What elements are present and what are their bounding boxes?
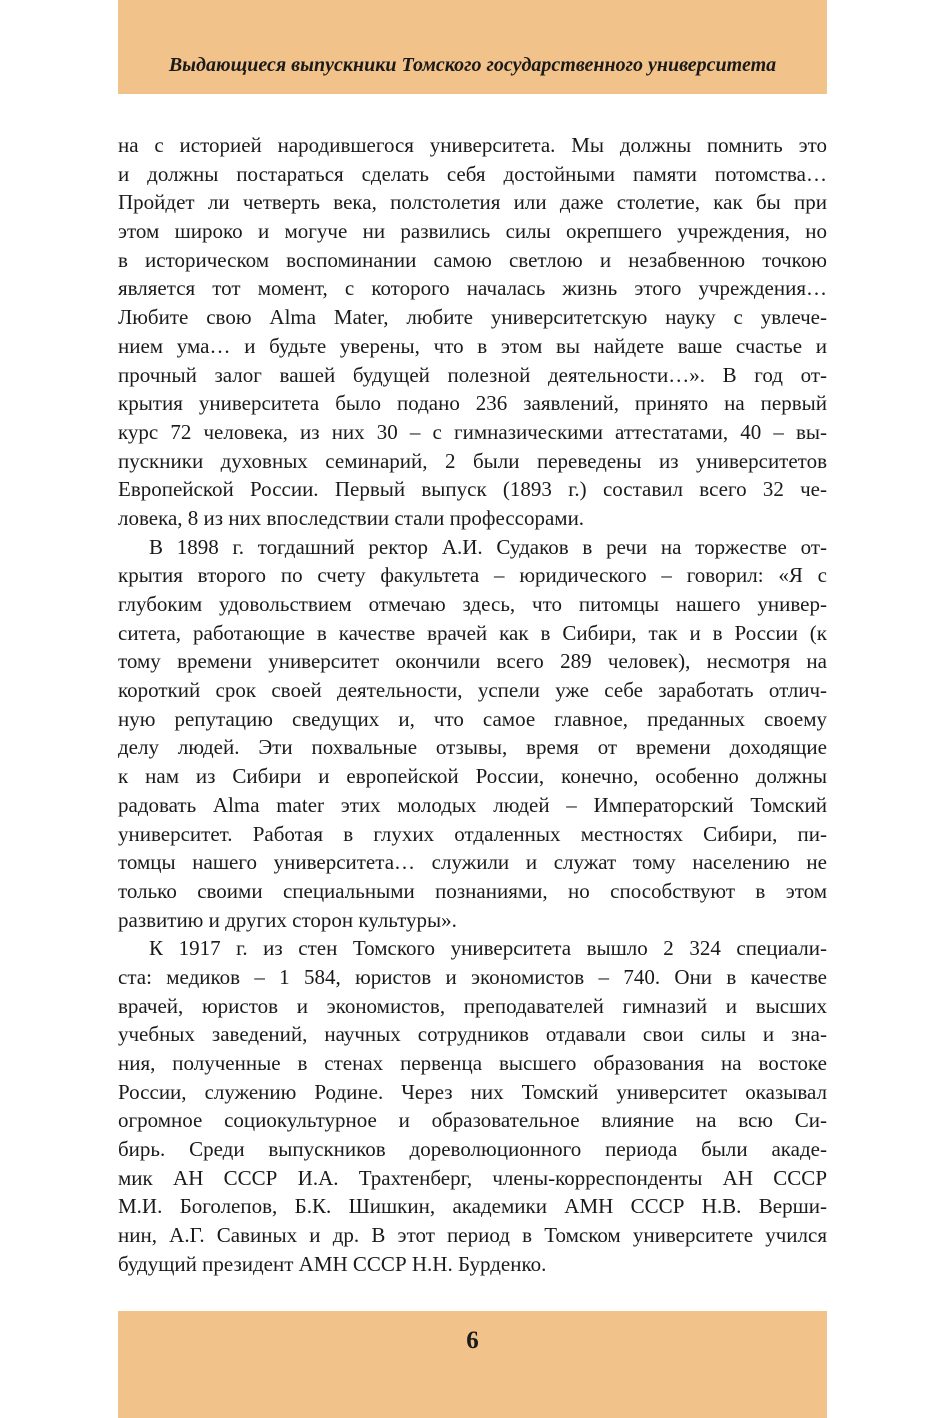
paragraph-3 (118, 934, 827, 1278)
text-line: крытия второго по счету факультета – юридического – говорил: «Я с (118, 563, 827, 588)
text-line: крытия университета было подано 236 заявлений, принято на первый (118, 391, 827, 416)
text-line: только своими специальными познаниями, но способствуют в этом (118, 878, 827, 903)
text-line: этом широко и могуче ни развились силы окрепшего учреждения, но (118, 219, 827, 244)
text-line: ситета, работающие в качестве врачей как в Сибири, так и в России (к (118, 620, 827, 645)
text-line: нин, А.Г. Савиных и др. В этот период в Томском университете учился (118, 1223, 827, 1248)
text-line: томцы нашего университета… служили и служат тому населению не (118, 850, 827, 875)
text-line: мик АН СССР И.А. Трахтенберг, члены-корреспонденты АН СССР (118, 1165, 827, 1190)
text-line: пускники духовных семинарий, 2 были переведены из университетов (118, 448, 827, 473)
page-number: 6 (466, 1327, 479, 1354)
text-line: Любите свою Alma Mater, любите университетскую науку с увлече- (118, 305, 827, 330)
text-line: и должны постараться сделать себя достойными памяти потомства… (118, 161, 827, 186)
text-line: ста: медиков – 1 584, юристов и экономистов – 740. Они в качестве (118, 964, 827, 989)
text-line: глубоким удовольствием отмечаю здесь, что питомцы нашего универ- (118, 592, 827, 616)
text-line: М.И. Боголепов, Б.К. Шишкин, академики АМН СССР Н.В. Верши- (118, 1194, 827, 1219)
text-line: России, служению Родине. Через них Томский университет оказывал (118, 1079, 827, 1104)
text-line: курс 72 человека, из них 30 – с гимназическими аттестатами, 40 – вы- (118, 419, 827, 444)
running-header (118, 0, 827, 94)
text-line: на с историей народившегося университета. Мы должны помнить это (118, 133, 827, 157)
text-line: врачей, юристов и экономистов, преподавателей гимназий и высших (118, 993, 827, 1018)
text-line: университет. Работая в глухих отдаленных местностях Сибири, пи- (118, 821, 827, 846)
page-body (118, 131, 827, 1279)
text-line: является тот момент, с которого началась жизнь этого учреждения… (118, 276, 827, 301)
text-line: тому времени университет окончили всего 289 человек), несмотря на (118, 649, 827, 674)
text-line: к нам из Сибири и европейской России, конечно, особенно должны (118, 764, 827, 789)
running-header-title: Выдающиеся выпускники Томского государственного университета (168, 54, 777, 76)
text-line: ния, полученные в стенах первенца высшего образования на востоке (118, 1051, 827, 1075)
text-line: огромное социокультурное и образовательное влияние на всю Си- (118, 1108, 827, 1133)
text-line: Европейской России. Первый выпуск (1893 г.) составил всего 32 че- (118, 477, 827, 502)
text-line: в историческом воспоминании самою светлою и незабвенною точкою (118, 247, 827, 272)
paragraph-2 (118, 533, 827, 935)
text-line: ловека, 8 из них впоследствии стали профессорами. (118, 505, 585, 530)
text-line: делу людей. Эти похвальные отзывы, время от времени доходящие (118, 735, 827, 760)
text-line: короткий срок своей деятельности, успели уже себе заработать отлич- (118, 678, 827, 703)
text-line: будущий президент АМН СССР Н.Н. Бурденко. (118, 1251, 547, 1276)
page-footer (118, 1311, 827, 1418)
text-line: В 1898 г. тогдашний ректор А.И. Судаков в речи на торжестве от- (149, 534, 827, 559)
paragraph-1 (118, 131, 827, 533)
text-line: нием ума… и будьте уверены, что в этом вы найдете ваше счастье и (118, 333, 827, 358)
text-line: Пройдет ли четверть века, полстолетия или даже столетие, как бы при (118, 190, 827, 215)
text-line: учебных заведений, научных сотрудников отдавали свои силы и зна- (118, 1022, 827, 1047)
text-line: прочный залог вашей будущей полезной деятельности…». В год от- (118, 362, 827, 387)
text-line: радовать Alma mater этих молодых людей – Императорский Томский (118, 792, 827, 817)
text-line: развитию и других сторон культуры». (118, 907, 457, 932)
text-line: ную репутацию сведущих и, что самое главное, преданных своему (118, 706, 827, 731)
text-line: К 1917 г. из стен Томского университета вышло 2 324 специали- (149, 936, 827, 961)
text-line: бирь. Среди выпускников дореволюционного периода были акаде- (118, 1137, 827, 1162)
